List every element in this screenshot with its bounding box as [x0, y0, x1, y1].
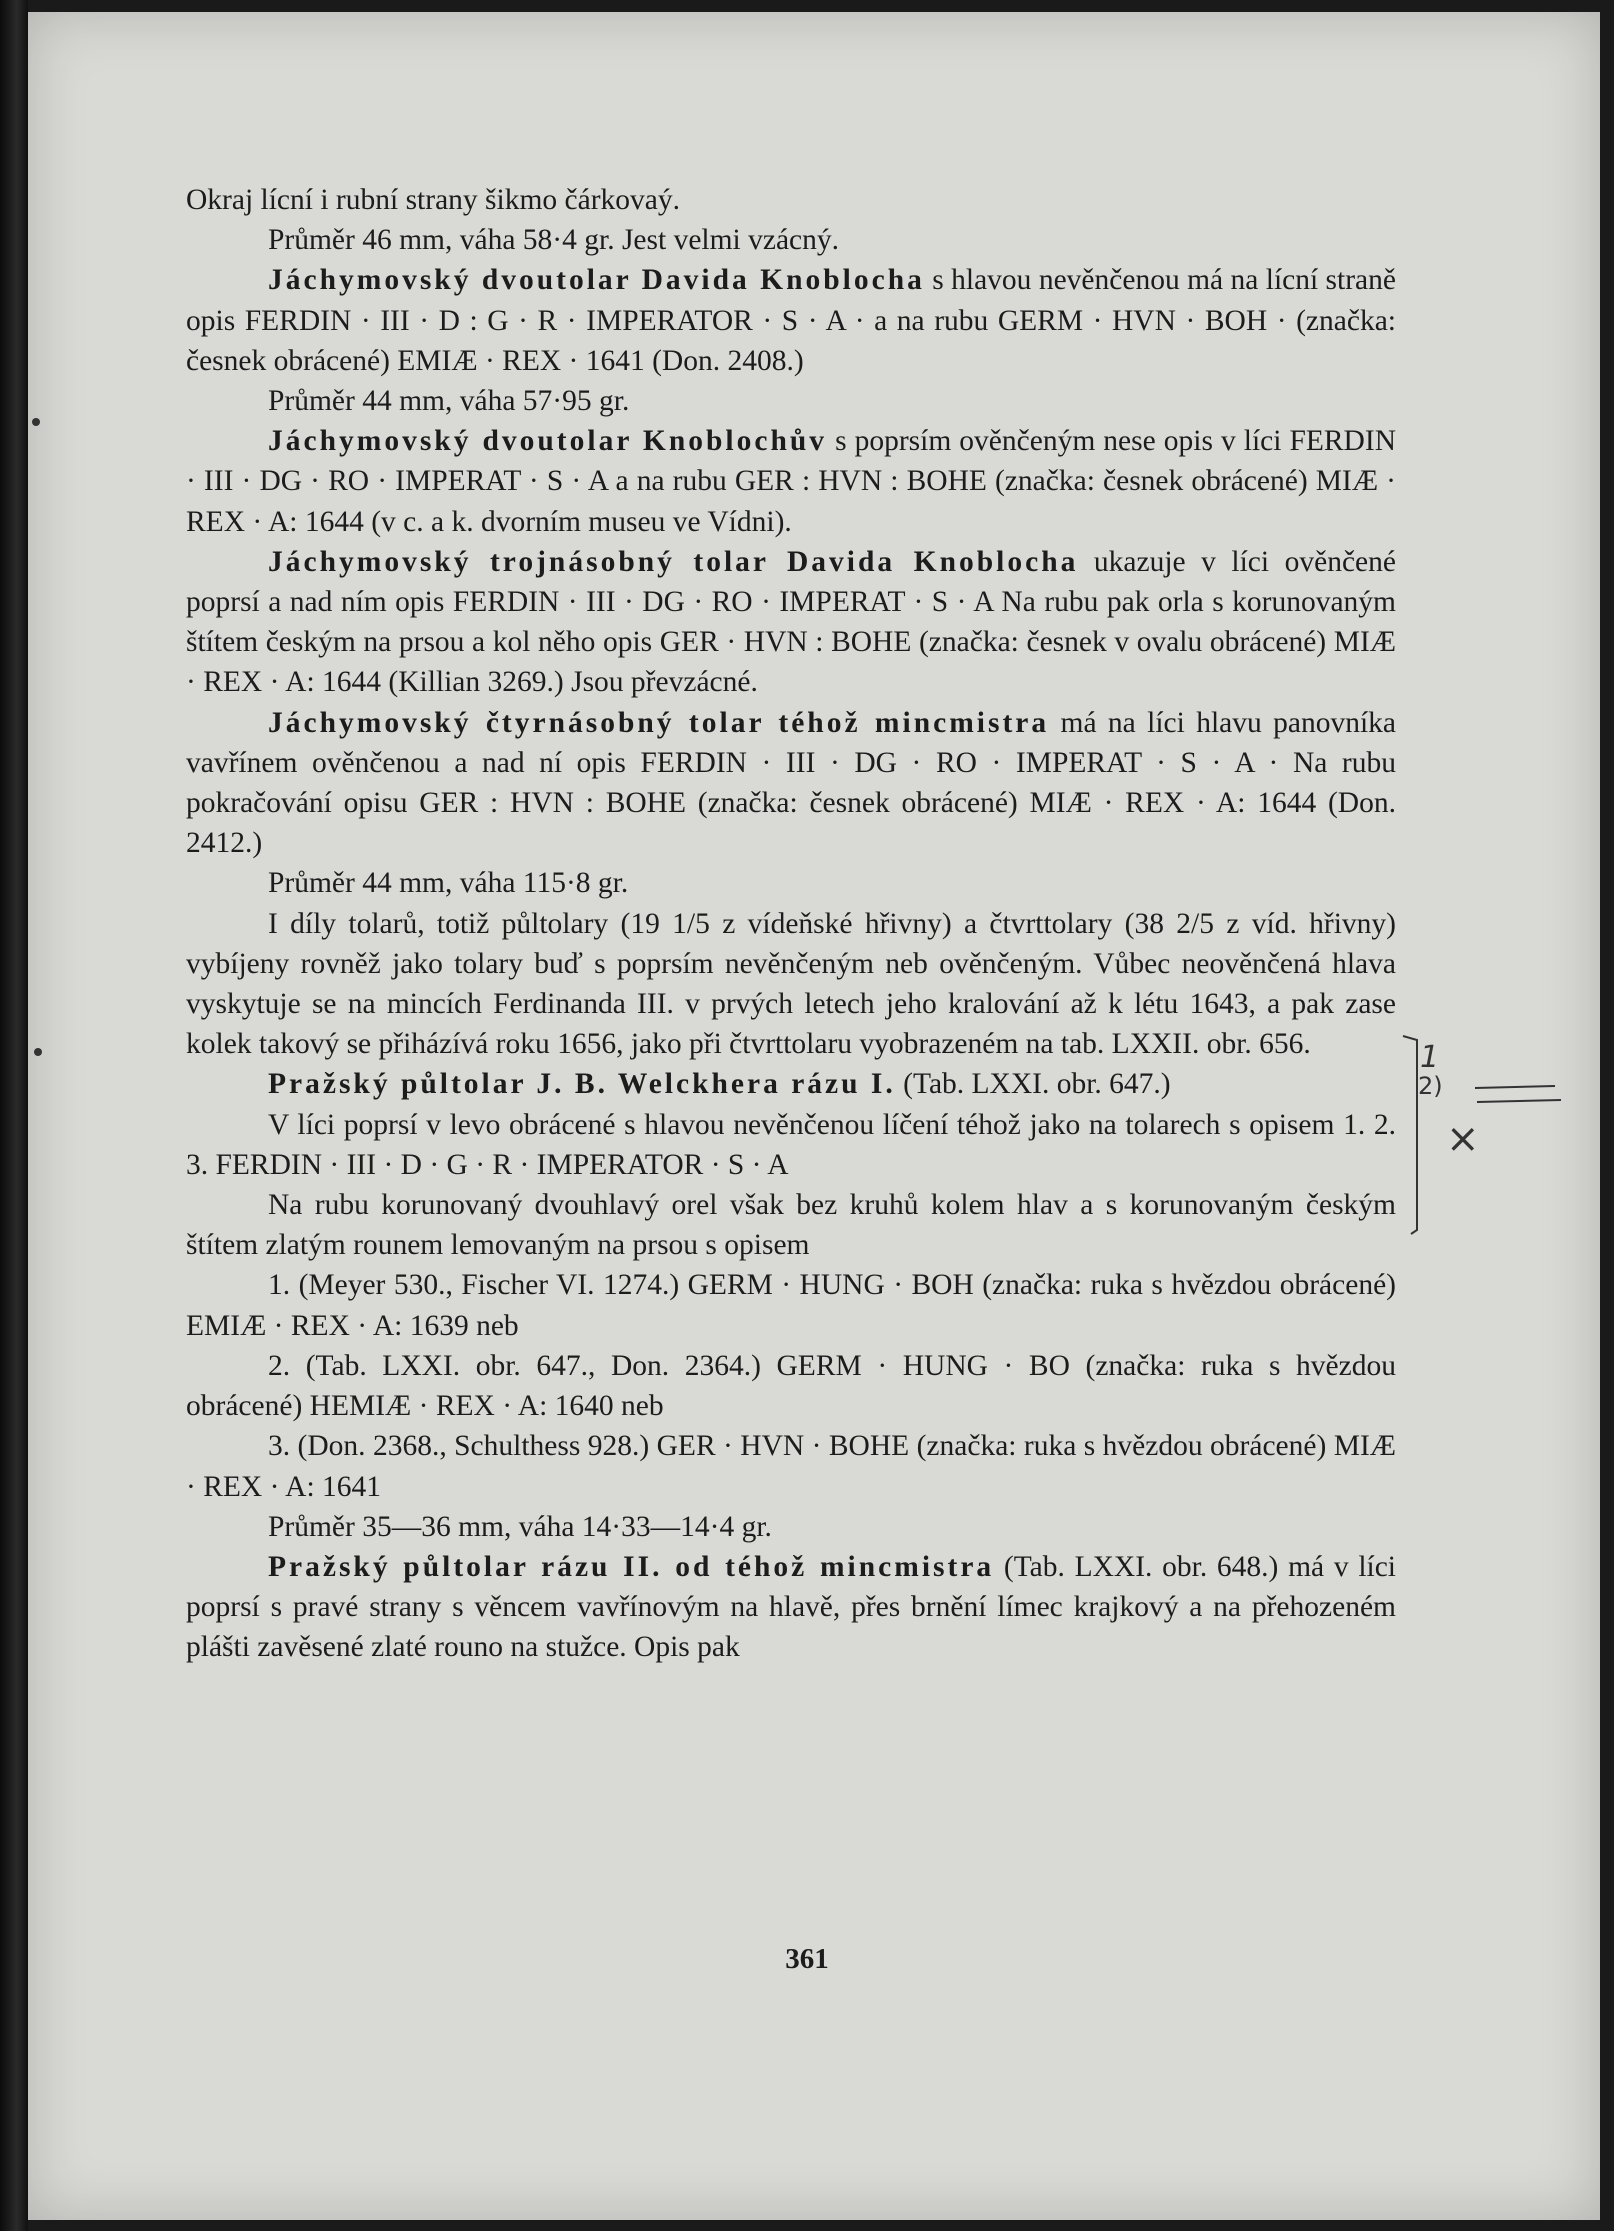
paragraph: V líci poprsí v levo obrácené s hlavou nevěnčenou líčení téhož jako na tolarech s opisem 1. 2. 3. FERDIN · III · D · G · R · IMPERATOR · S · A [186, 1108, 1396, 1181]
paragraph: Jáchymovský čtyrnásobný tolar téhož mincmistra má na líci hlavu panovníka vavřínem ověnčenou a nad ní opis FERDIN · III · DG · RO · IMPERAT · S · A · Na rubu pokračování opisu GER : HVN : BOHE (značka: česnek obrácené) MIÆ · REX · A: 1644 (Don. 2412.) [186, 706, 1396, 860]
margin-note: 1 [1420, 1040, 1440, 1075]
paragraph: Průměr 46 mm, váha 58·4 gr. Jest velmi vzácný. [268, 224, 840, 257]
body-text [186, 180, 1396, 1668]
paragraph: Průměr 35—36 mm, váha 14·33—14·4 gr. [268, 1510, 772, 1543]
page-number: 361 [785, 1943, 829, 1975]
paragraph: Průměr 44 mm, váha 115·8 gr. [268, 867, 629, 900]
margin-bracket [1365, 1030, 1614, 1240]
paragraph: I díly tolarů, totiž půltolary (19 1/5 z vídeňské hřivny) a čtvrttolary (38 2/5 z víd. hřivny) vybíjeny rovněž jako tolary buď s poprsím nevěnčeným neb ověnčeným. Vůbec neověnčená hlava vyskytuje se na mincích Ferdinanda III. v prvých letech jeho kralování až k létu 1643, a pak zase kolek takový se přiházívá roku 1656, jako při čtvrttolaru vyobrazeném na tab. LXXII. obr. 656. [186, 907, 1396, 1061]
list-item: 2. (Tab. LXXI. obr. 647., Don. 2364.) GERM · HUNG · BO (značka: ruka s hvězdou obrácené) HEMIÆ · REX · A: 1640 neb [186, 1349, 1396, 1423]
margin-cross: × [1446, 1116, 1480, 1162]
paragraph: Okraj lícní i rubní strany šikmo čárkovaý. [186, 184, 681, 216]
paragraph: Jáchymovský dvoutolar Davida Knoblocha s hlavou nevěnčenou má na lícní straně opis FERDIN · III · D : G · R · IMPERATOR · S · A · a na rubu GERM · HVN · BOH · (značka: česnek obrácené) EMIÆ · REX · 1641 (Don. 2408.) [186, 264, 1396, 377]
book-spine [0, 0, 28, 2231]
ink-spot [32, 418, 40, 426]
paragraph: Jáchymovský dvoutolar Knoblochův s poprsím ověnčeným nese opis v líci FERDIN · III · DG · RO · IMPERAT · S · A a na rubu GER : HVN : BOHE (značka: česnek obrácené) MIÆ · REX · A: 1644 (v c. a k. dvorním museu ve Vídni). [186, 425, 1396, 538]
paragraph: Pražský půltolar rázu II. od téhož mincmistra (Tab. LXXI. obr. 648.) má v líci poprsí s pravé strany s věncem vavřínovým na hlavě, přes brnění límec krajkový a na přehozeném plášti zavěsené zlaté rouno na stužce. Opis pak [186, 1550, 1396, 1664]
margin-note: 2) [1418, 1072, 1443, 1100]
list-item: 3. (Don. 2368., Schulthess 928.) GER · HVN · BOHE (značka: ruka s hvězdou obrácené) MIÆ · REX · A: 1641 [186, 1430, 1396, 1503]
list-item: 1. (Meyer 530., Fischer VI. 1274.) GERM · HUNG · BOH (značka: ruka s hvězdou obrácené) EMIÆ · REX · A: 1639 neb [186, 1269, 1396, 1342]
ink-spot [34, 1048, 42, 1056]
paragraph: Pražský půltolar J. B. Welckhera rázu I. (Tab. LXXI. obr. 647.) [268, 1068, 1171, 1101]
paragraph: Jáchymovský trojnásobný tolar Davida Knoblocha ukazuje v líci ověnčené poprsí a nad ním opis FERDIN · III · DG · RO · IMPERAT · S · A Na rubu pak orla s korunovaným štítem českým na prsou a kol něho opis GER · HVN : BOHE (značka: česnek v ovalu obrácené) MIÆ · REX · A: 1644 (Killian 3269.) Jsou převzácné. [186, 545, 1396, 699]
paragraph: Na rubu korunovaný dvouhlavý orel však bez kruhů kolem hlav a s korunovaným českým štítem zlatým rounem lemovaným na prsou s opisem [186, 1189, 1396, 1262]
paragraph: Průměr 44 mm, váha 57·95 gr. [268, 385, 630, 418]
